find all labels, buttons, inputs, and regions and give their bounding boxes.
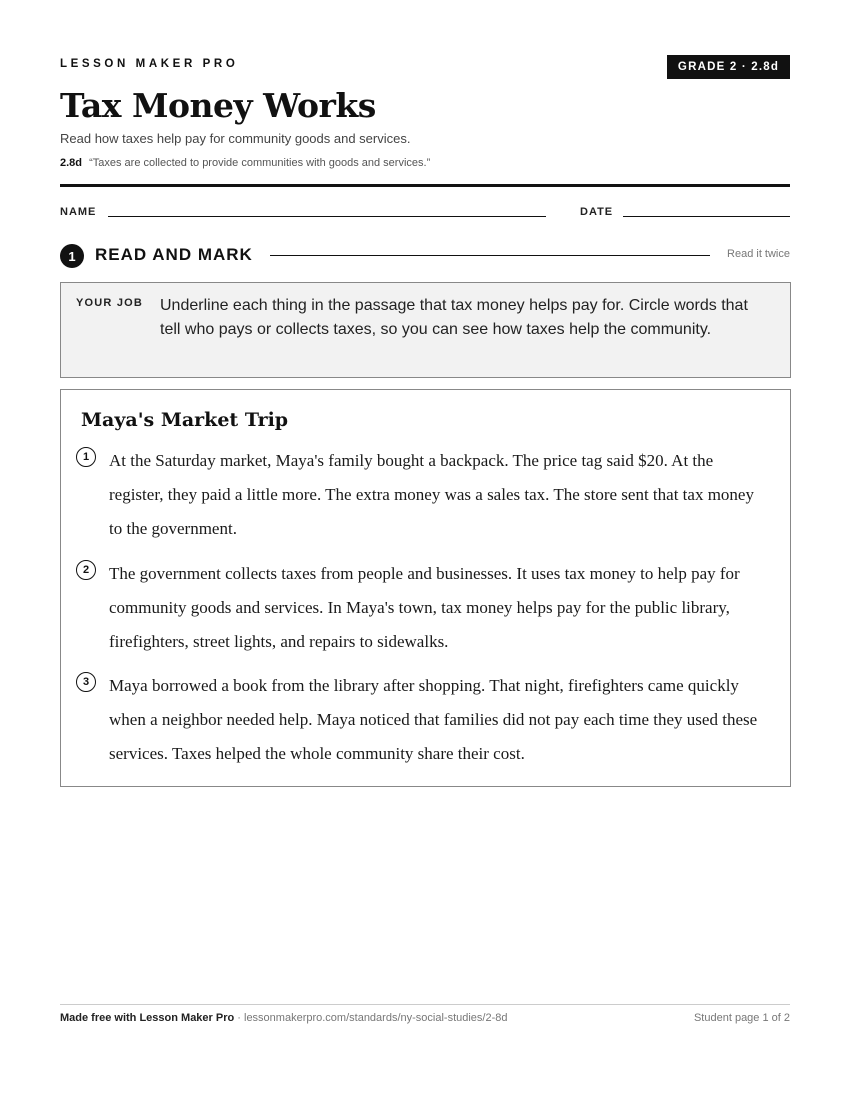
standard-code: 2.8d — [60, 157, 83, 169]
paragraph-text: Maya borrowed a book from the library after shopping. That night, firefighters came quickly when a neighbor needed help. Maya noticed that families did not pay each time they used these services. Taxes helped the whole community share their cost. — [109, 676, 758, 763]
footer-url[interactable]: · lessonmakerpro.com/standards/ny-social-studies/2-8d — [234, 1012, 508, 1024]
section-note: Read it twice — [727, 248, 790, 260]
paragraph-number: 2 — [76, 560, 96, 580]
date-label: DATE — [580, 206, 614, 218]
job-box — [60, 282, 791, 378]
date-field[interactable] — [623, 216, 790, 217]
footer-made-with: Made free with Lesson Maker Pro — [60, 1012, 235, 1024]
paragraph-text: At the Saturday market, Maya's family bought a backpack. The price tag said $20. At the register, they paid a little more. The extra money was a sales tax. The store sent that tax money to the government. — [109, 451, 754, 538]
paragraph-number: 1 — [76, 447, 96, 467]
page-title: Tax Money Works — [60, 86, 376, 125]
job-instructions: Underline each thing in the passage that tax money helps pay for. Circle words that tell who pays or collects taxes, so you can see how taxes help the community. — [160, 297, 748, 338]
header-divider — [60, 184, 790, 187]
section-title: READ AND MARK — [95, 245, 253, 264]
section-number-badge: 1 — [60, 244, 84, 268]
passage-box — [60, 389, 791, 787]
job-label: YOUR JOB — [76, 297, 144, 309]
name-label: NAME — [60, 206, 97, 218]
paragraph-text: The government collects taxes from people and businesses. It uses tax money to help pay for community goods and services. In Maya's town, tax money helps pay for the public library, firefighters, street lights, and repairs to sidewalks. — [109, 564, 740, 651]
standard-text: “Taxes are collected to provide communities with goods and services.” — [89, 157, 431, 169]
section-divider — [270, 255, 710, 256]
brand-name: LESSON MAKER PRO — [60, 58, 239, 70]
passage-title: Maya's Market Trip — [81, 409, 289, 431]
footer-divider — [60, 1004, 790, 1005]
name-field[interactable] — [108, 216, 546, 217]
page-subtitle: Read how taxes help pay for community goods and services. — [60, 131, 411, 146]
footer-page-number: Student page 1 of 2 — [693, 1012, 790, 1024]
grade-badge: GRADE 2 · 2.8d — [667, 55, 790, 79]
footer-credit — [60, 1012, 508, 1024]
standard-line — [60, 157, 430, 169]
paragraph-number: 3 — [76, 672, 96, 692]
